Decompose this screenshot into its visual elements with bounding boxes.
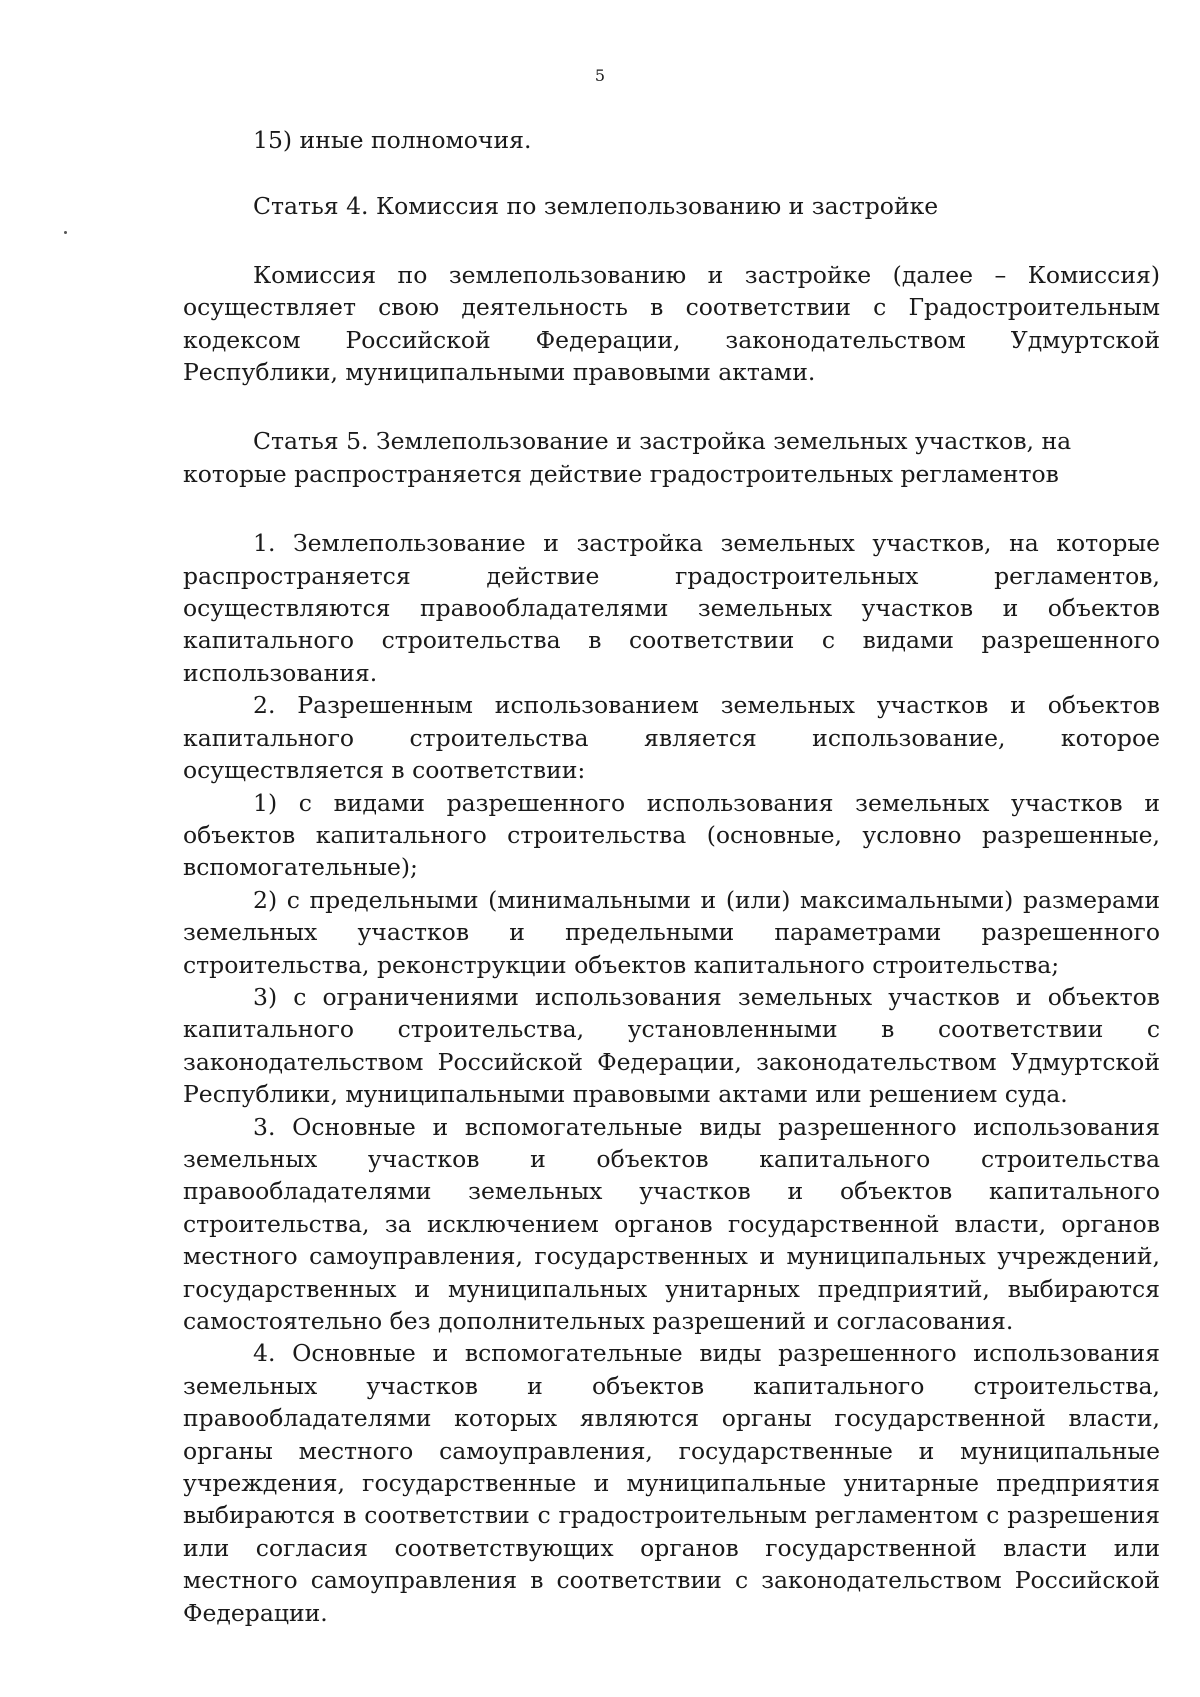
article-4-heading: Статья 4. Комиссия по землепользованию и застройке [253, 192, 939, 221]
article-5-heading: Статья 5. Землепользование и застройка земельных участков, на которые распространяется действие градостроительных регламентов [183, 427, 1072, 488]
page-number: 5 [594, 66, 606, 85]
document-body [183, 124, 1160, 1629]
article-5-subitem-1: 1) с видами разрешенного использования земельных участков и объектов капитального строительства (основные, условно разрешенные, вспомогательные); [183, 788, 1160, 882]
article-5-paragraph-3: 3. Основные и вспомогательные виды разрешенного использования земельных участков и объектов капитального строительства правообладателями земельных участков и объектов капитального строительства, за исключением органов государственной власти, органов местного самоуправления, государственных и муниципальных учреждений, государственных и муниципальных унитарных предприятий, выбираются самостоятельно без дополнительных разрешений и согласования. [183, 1112, 1160, 1335]
article-5-paragraph-4: 4. Основные и вспомогательные виды разрешенного использования земельных участков и объектов капитального строительства, правообладателями которых являются органы государственной власти, органы местного самоуправления, государственные и муниципальные учреждения, государственные и муниципальные унитарные предприятия выбираются в соответствии с градостроительным регламентом с разрешения или согласия соответствующих органов государственной власти или местного самоуправления в соответствии с законодательством Российской Федерации. [183, 1339, 1160, 1627]
article-5-subitem-2: 2) с предельными (минимальными и (или) максимальными) размерами земельных участков и предельными параметрами разрешенного строительства, реконструкции объектов капитального строительства; [183, 885, 1160, 979]
list-item-15: 15) иные полномочия. [253, 126, 532, 154]
scan-speck [64, 231, 67, 234]
article-5-subitem-3: 3) с ограничениями использования земельных участков и объектов капитального строительства, установленными в соответствии с законодательством Российской Федерации, законодательством Удмуртской Республики, муниципальными правовыми актами или решением суда. [183, 982, 1160, 1109]
article-5-paragraph-2: 2. Разрешенным использованием земельных участков и объектов капитального строительства является использование, которое осуществляется в соответствии: [183, 691, 1160, 785]
article-5-paragraph-1: 1. Землепользование и застройка земельных участков, на которые распространяется действие градостроительных регламентов, осуществляются правообладателями земельных участков и объектов капитального строительства в соответствии с видами разрешенного использования. [183, 529, 1160, 687]
article-4-paragraph: Комиссия по землепользованию и застройке (далее – Комиссия) осуществляет свою деятельность в соответствии с Градостроительным кодексом Российской Федерации, законодательством Удмуртской Республики, муниципальными правовыми актами. [183, 260, 1160, 387]
